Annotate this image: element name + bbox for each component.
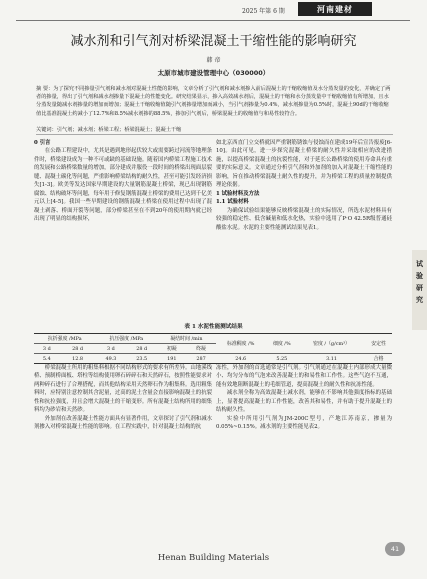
affiliation: 太原市城市建设管理中心（030000）	[157, 69, 270, 77]
table-header: 细度 /%	[266, 334, 298, 354]
table-header: 密度 /（g/cm³）	[298, 334, 365, 354]
table-header: 抗折强度 /MPa	[34, 334, 96, 344]
water-reducer-paragraph: 减水剂全称为高效混凝土减水剂，能够在不影响其他强度指标的基础上，显著提高混凝土的工作性能，改善其和易性，并有助于提升混凝土的结构耐久性。	[216, 390, 392, 414]
table-header: 抗压强度 /MPa	[96, 334, 158, 344]
section-tab-label: 试验研究	[416, 259, 423, 304]
experiment-paragraph: 实验中所用引气剂为JM-200C型号，产地江苏南京，掺量为0.05%~0.15%。减水剂的主要性能见表2。	[216, 415, 392, 431]
page-header	[0, 0, 427, 24]
abstract: 摘 要：为了探究不同掺量引气剂和减水剂对混凝土性能的影响，文章分析了引气剂和减水剂掺入前后混凝土的干缩收缩值及水分蒸发量的变化，并确定了两者的掺量，得出了引气剂和减水剂掺量下混凝土的性能变化。研究结果显示，掺入高效减水剂后，混凝土的干缩和水分蒸发量中干缩收缩值有所增加，且水分蒸发量随减水剂掺量的增加而增加；混凝土干缩收缩值随引气剂掺量增加而减小，当引气剂掺量为0.4%，减水剂掺量为0.5%时，混凝土90d的干缩收缩值比基准混凝土约减小了12.7%和8.5%减水剂掺的88.5%，掺加引气剂后，桥梁混凝土的收缩值与和易性较符合。	[36, 86, 391, 117]
author: 韩 帝	[206, 57, 221, 64]
subsection-materials-heading: 1.1 试验材料	[216, 199, 249, 206]
table-cell: 49.3	[96, 354, 127, 364]
lower-left-column	[34, 364, 212, 432]
table-header: 标准稠度 /%	[216, 334, 266, 354]
page-number: 41	[385, 542, 405, 556]
table-cell: 12.8	[60, 354, 96, 364]
abstract-divider	[36, 134, 393, 135]
aggregate-paragraph: 桥梁混凝土所用的粗集料根据不同结构形式的要求有所差异。山地溪线桥、预制桥面板、塔柱等结构使用卵石碎碎石和天然碎石，按照性能要求对两种碎石进行了合理搭配，而其他结构采用天然卵石作为粗集料。选用粗集料时，应特别注意控制其含泥量，过高的泥土含量会直接影响混凝土的抗裂性和抗拉强度，并且会增大混凝土的干缩变形。所有混凝土结构所用的细集料均为砂岩和天然砂。	[34, 365, 212, 414]
table-cell: 5.4	[34, 354, 60, 364]
table-header: 凝结时间 /min	[157, 334, 216, 344]
keywords: 关键词：引气剂；减水剂；桥梁工程；桥梁混凝土；混凝土干缩	[36, 127, 182, 133]
paper-title: 减水剂和引气剂对桥梁混凝土干缩性能的影响研究	[70, 34, 357, 49]
table-cell: 191	[157, 354, 186, 364]
right-column	[216, 139, 392, 232]
intro-paragraph: 在公路工程建设中，尤其是遇到地形起伏较大或需要跨过河流等地理条件时，桥梁建设成为一种不可或缺的基础设施。随着国内桥梁工程施工技术的发展和公路桥梁数量的增加，部分建成并服役一段时间的桥梁出现面层裂缝、混凝土碳化等问题，严重影响桥梁结构的耐久性，甚至可能引发经济损失[1-3]。欧美等发达国家早期建设的大量钢筋混凝土桥梁，现已出现钢筋腐蚀、结构破坏等问题，每年用于修复钢筋混凝土桥梁的费用已达到千亿美元以上[4-5]。我国一些早期建设的钢筋混凝土桥梁在使用过程中出现了混凝土剥落、桥面开裂等问题，部分桥梁甚至在不到20年的使用期内就已经出现了明显的结构损坏，	[34, 148, 212, 223]
table-subheader: 3 d	[42, 345, 51, 352]
section-intro-heading: 0 引言	[34, 140, 51, 146]
table-cell: 23.5	[126, 354, 157, 364]
table-subheader: 28 d	[136, 345, 148, 352]
table-cell: 5.25	[266, 354, 298, 364]
table-header: 安定性	[365, 334, 392, 354]
admixture-paragraph: 外加剂在改善混凝土性能方面具有显著作用，文章探讨了引气剂和减水剂掺入对桥梁混凝土性能的影响。在工程实践中，针对混凝土结构的抗	[34, 415, 212, 431]
table-subheader: 终凝	[196, 346, 206, 352]
table-subheader: 初凝	[166, 346, 177, 352]
table-row	[34, 354, 392, 364]
journal-footer: Henan Building Materials	[157, 553, 270, 563]
table-cell: 3.11	[298, 354, 365, 364]
cement-test-table	[34, 333, 392, 364]
journal-brand: 河南建材	[298, 2, 372, 16]
table-subheader: 3 d	[107, 345, 115, 352]
header-rule	[16, 20, 410, 21]
left-column	[34, 139, 212, 224]
section-materials-heading: 1 试验材料及方法	[216, 190, 260, 197]
table-cell: 287	[186, 354, 215, 364]
lower-right-column	[216, 364, 392, 432]
air-entrainer-paragraph: 冻性，外加剂的首选通常是引气剂。引气剂通过在混凝土内部形成大量微小、均匀分布的气泡来改善混凝土的和易性和工作性。这些气泡不互通，能有效地阻断混凝土的毛细管道，提高混凝土的耐久性和抗冻性能。	[216, 365, 392, 388]
table-cell: 24.6	[216, 354, 266, 364]
table-subheader: 28 d	[72, 345, 84, 352]
table-caption: 表 1 水泥性能测试结果	[184, 324, 243, 330]
materials-paragraph: 为确保试验结果能够反映桥梁混凝土的实际情况，所选水泥材料具有较强的稳定性、低含碱量和低水化热，实验中选用了P·O 42.5R级普通硅酸盐水泥。水泥的主要性能测试结果见表1。	[216, 207, 392, 231]
table-cell: 合格	[365, 354, 392, 364]
issue-label: 2025 年第 6 期	[242, 8, 285, 15]
intro-paragraph-cont: 如北京西直门立交桥就因严重钢筋锈蚀与侵蚀而在建成19年后宣告报废[6-10]。由此可见，进一步探究混凝土桥梁的耐久性并采取相应的改进措施，以提高桥梁混凝土的抗裂性能，对于延长公路桥梁的使用寿命具有重要的实际意义。文章通过分析引气剂和外加剂的加入对混凝土干缩性能的影响，旨在推动桥梁混凝土耐久性的提升，并为桥梁工程的质量控制提供理论依据。	[216, 140, 392, 189]
